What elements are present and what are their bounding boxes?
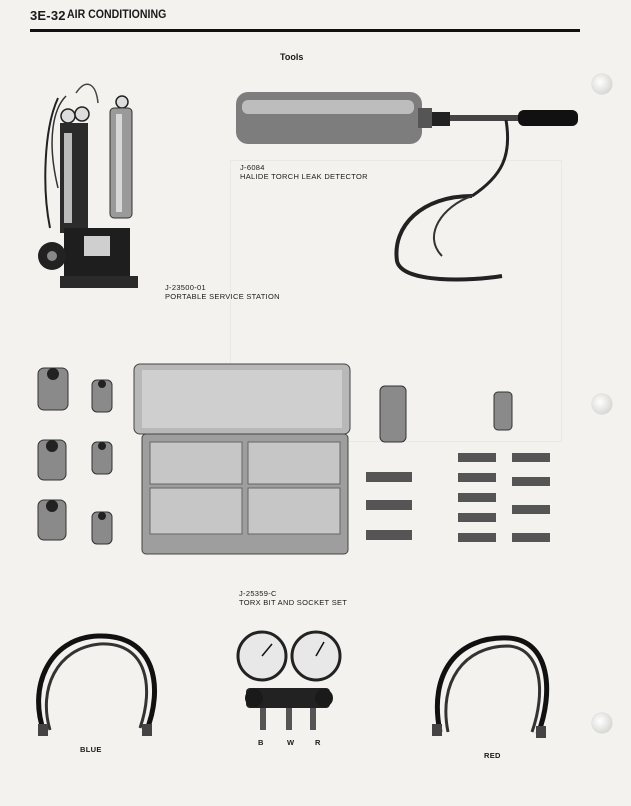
header-rule [30, 29, 580, 32]
section-name: AIR CONDITIONING [67, 9, 167, 21]
gauge-port-w: W [287, 738, 295, 747]
gauge-port-b: B [258, 738, 264, 747]
red-hose-label: RED [484, 751, 501, 760]
manifold-gauge-illustration [232, 628, 342, 740]
red-hose-illustration [428, 632, 558, 742]
binder-hole [592, 74, 612, 94]
halide-torch-part-number: J-6084 [240, 163, 265, 172]
halide-torch-illustration [232, 86, 582, 286]
portable-service-station-illustration [36, 78, 156, 308]
blue-hose-label: BLUE [80, 745, 102, 754]
torx-set-name: TORX BIT AND SOCKET SET [239, 598, 348, 607]
blue-hose-illustration [28, 628, 168, 738]
page-number: 3E-32 [30, 8, 66, 23]
torx-set-part-number: J-25359-C [239, 589, 277, 598]
service-station-name: PORTABLE SERVICE STATION [165, 292, 280, 301]
service-station-part-number: J-23500-01 [165, 283, 206, 292]
page-title: Tools [280, 52, 304, 62]
torx-set-illustration [30, 360, 560, 560]
binder-hole [592, 394, 612, 414]
gauge-port-r: R [315, 738, 321, 747]
binder-hole [592, 713, 612, 733]
halide-torch-name: HALIDE TORCH LEAK DETECTOR [240, 172, 368, 181]
